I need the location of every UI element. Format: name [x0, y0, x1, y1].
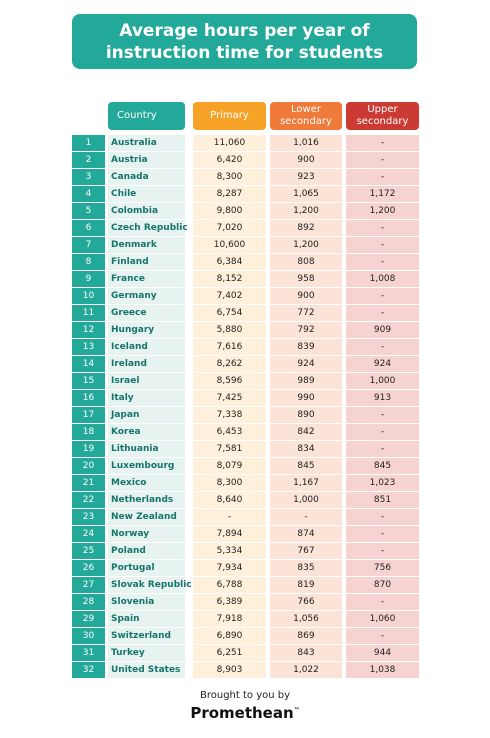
table-row [0, 322, 490, 339]
table-row [0, 152, 490, 169]
trademark-mark: ™ [293, 707, 300, 714]
row-lower-secondary: 766 [270, 594, 342, 610]
brand-logo: Promethean™ [190, 704, 300, 722]
row-number: 10 [72, 288, 105, 304]
row-number: 31 [72, 645, 105, 661]
row-upper-secondary: - [346, 594, 419, 610]
table-row [0, 645, 490, 662]
row-number: 30 [72, 628, 105, 644]
footer-tagline: Brought to you by [199, 690, 291, 701]
table-row [0, 441, 490, 458]
row-number: 12 [72, 322, 105, 338]
row-primary: 8,903 [193, 662, 266, 678]
table-row [0, 594, 490, 611]
row-country: Austria [108, 152, 185, 168]
row-lower-secondary: 900 [270, 288, 342, 304]
row-lower-secondary: 1,200 [270, 203, 342, 219]
row-number: 2 [72, 152, 105, 168]
table-row [0, 577, 490, 594]
table-row [0, 305, 490, 322]
row-primary: 6,788 [193, 577, 266, 593]
row-lower-secondary: 839 [270, 339, 342, 355]
row-number: 25 [72, 543, 105, 559]
row-primary: 7,020 [193, 220, 266, 236]
row-primary: 6,420 [193, 152, 266, 168]
row-primary: 5,334 [193, 543, 266, 559]
row-upper-secondary: - [346, 509, 419, 525]
row-country: New Zealand [108, 509, 185, 525]
row-number: 7 [72, 237, 105, 253]
row-number: 3 [72, 169, 105, 185]
row-upper-secondary: 1,200 [346, 203, 419, 219]
table-row [0, 475, 490, 492]
row-country: Australia [108, 135, 185, 151]
row-upper-secondary: - [346, 407, 419, 423]
row-lower-secondary: 869 [270, 628, 342, 644]
row-primary: 8,596 [193, 373, 266, 389]
row-primary: 7,338 [193, 407, 266, 423]
row-lower-secondary: - [270, 509, 342, 525]
row-lower-secondary: 890 [270, 407, 342, 423]
row-upper-secondary: - [346, 220, 419, 236]
row-lower-secondary: 835 [270, 560, 342, 576]
row-upper-secondary: 845 [346, 458, 419, 474]
row-lower-secondary: 819 [270, 577, 342, 593]
row-number: 22 [72, 492, 105, 508]
row-lower-secondary: 834 [270, 441, 342, 457]
table-row [0, 254, 490, 271]
row-number: 17 [72, 407, 105, 423]
table-row [0, 526, 490, 543]
row-upper-secondary: - [346, 543, 419, 559]
row-upper-secondary: 944 [346, 645, 419, 661]
row-upper-secondary: 1,038 [346, 662, 419, 678]
row-upper-secondary: 1,060 [346, 611, 419, 627]
row-primary: 9,800 [193, 203, 266, 219]
row-country: Turkey [108, 645, 185, 661]
row-lower-secondary: 1,000 [270, 492, 342, 508]
row-primary: 7,918 [193, 611, 266, 627]
header-upper-secondary: Upper secondary [346, 102, 419, 130]
row-lower-secondary: 808 [270, 254, 342, 270]
row-lower-secondary: 923 [270, 169, 342, 185]
table-row [0, 407, 490, 424]
row-upper-secondary: - [346, 288, 419, 304]
row-country: Hungary [108, 322, 185, 338]
row-primary: 7,581 [193, 441, 266, 457]
row-country: Canada [108, 169, 185, 185]
row-upper-secondary: 1,008 [346, 271, 419, 287]
row-primary: 7,425 [193, 390, 266, 406]
table-row [0, 288, 490, 305]
row-country: Chile [108, 186, 185, 202]
table-row [0, 543, 490, 560]
row-country: Greece [108, 305, 185, 321]
row-primary: 7,934 [193, 560, 266, 576]
row-upper-secondary: - [346, 254, 419, 270]
table-row [0, 220, 490, 237]
row-number: 4 [72, 186, 105, 202]
table-row [0, 186, 490, 203]
row-number: 8 [72, 254, 105, 270]
row-country: Lithuania [108, 441, 185, 457]
row-country: Iceland [108, 339, 185, 355]
row-country: Norway [108, 526, 185, 542]
row-upper-secondary: - [346, 628, 419, 644]
row-upper-secondary: - [346, 305, 419, 321]
row-upper-secondary: - [346, 169, 419, 185]
row-country: Denmark [108, 237, 185, 253]
row-lower-secondary: 843 [270, 645, 342, 661]
row-country: Slovenia [108, 594, 185, 610]
row-country: France [108, 271, 185, 287]
row-upper-secondary: 1,172 [346, 186, 419, 202]
row-upper-secondary: - [346, 424, 419, 440]
table-row [0, 458, 490, 475]
table-row [0, 628, 490, 645]
header-lower-secondary: Lower secondary [270, 102, 342, 130]
row-upper-secondary: - [346, 441, 419, 457]
header-country: Country [108, 102, 185, 130]
row-lower-secondary: 1,065 [270, 186, 342, 202]
row-primary: 10,600 [193, 237, 266, 253]
row-country: United States [108, 662, 185, 678]
row-number: 28 [72, 594, 105, 610]
row-primary: 8,079 [193, 458, 266, 474]
row-country: Spain [108, 611, 185, 627]
row-number: 11 [72, 305, 105, 321]
row-upper-secondary: 1,000 [346, 373, 419, 389]
row-primary: 11,060 [193, 135, 266, 151]
row-primary: 7,402 [193, 288, 266, 304]
row-primary: 7,616 [193, 339, 266, 355]
row-number: 29 [72, 611, 105, 627]
row-country: Poland [108, 543, 185, 559]
table-row [0, 662, 490, 679]
table-row [0, 339, 490, 356]
row-lower-secondary: 958 [270, 271, 342, 287]
row-number: 1 [72, 135, 105, 151]
row-lower-secondary: 924 [270, 356, 342, 372]
page-title: Average hours per year of instruction time for students [105, 20, 384, 63]
row-number: 32 [72, 662, 105, 678]
row-upper-secondary: 851 [346, 492, 419, 508]
row-lower-secondary: 1,167 [270, 475, 342, 491]
row-number: 5 [72, 203, 105, 219]
row-country: Finland [108, 254, 185, 270]
row-number: 26 [72, 560, 105, 576]
row-number: 9 [72, 271, 105, 287]
row-country: Switzerland [108, 628, 185, 644]
table-row [0, 373, 490, 390]
row-upper-secondary: 909 [346, 322, 419, 338]
row-primary: 6,384 [193, 254, 266, 270]
row-lower-secondary: 772 [270, 305, 342, 321]
title-banner [72, 14, 417, 69]
row-primary: 8,640 [193, 492, 266, 508]
row-lower-secondary: 1,016 [270, 135, 342, 151]
row-country: Portugal [108, 560, 185, 576]
row-upper-secondary: 924 [346, 356, 419, 372]
row-number: 18 [72, 424, 105, 440]
row-primary: 6,890 [193, 628, 266, 644]
row-lower-secondary: 989 [270, 373, 342, 389]
row-country: Slovak Republic [108, 577, 185, 593]
header-primary: Primary [193, 102, 266, 130]
row-lower-secondary: 767 [270, 543, 342, 559]
row-lower-secondary: 1,056 [270, 611, 342, 627]
table-row [0, 135, 490, 152]
row-number: 20 [72, 458, 105, 474]
row-number: 21 [72, 475, 105, 491]
row-upper-secondary: - [346, 339, 419, 355]
row-lower-secondary: 845 [270, 458, 342, 474]
row-primary: 5,880 [193, 322, 266, 338]
row-number: 16 [72, 390, 105, 406]
table-row [0, 271, 490, 288]
table-row [0, 356, 490, 373]
row-primary: 8,152 [193, 271, 266, 287]
table-row [0, 390, 490, 407]
row-primary: 7,894 [193, 526, 266, 542]
table-row [0, 237, 490, 254]
row-number: 23 [72, 509, 105, 525]
table-row [0, 169, 490, 186]
table-row [0, 560, 490, 577]
table-row [0, 492, 490, 509]
row-lower-secondary: 892 [270, 220, 342, 236]
row-number: 27 [72, 577, 105, 593]
row-primary: 8,287 [193, 186, 266, 202]
row-primary: 8,300 [193, 475, 266, 491]
row-upper-secondary: - [346, 526, 419, 542]
table-row [0, 611, 490, 628]
row-primary: - [193, 509, 266, 525]
row-upper-secondary: 870 [346, 577, 419, 593]
row-primary: 6,754 [193, 305, 266, 321]
table-row [0, 203, 490, 220]
row-country: Netherlands [108, 492, 185, 508]
row-primary: 6,251 [193, 645, 266, 661]
row-upper-secondary: 913 [346, 390, 419, 406]
row-country: Colombia [108, 203, 185, 219]
row-country: Italy [108, 390, 185, 406]
row-primary: 6,389 [193, 594, 266, 610]
row-upper-secondary: 1,023 [346, 475, 419, 491]
row-number: 13 [72, 339, 105, 355]
row-number: 14 [72, 356, 105, 372]
row-primary: 8,262 [193, 356, 266, 372]
row-country: Luxembourg [108, 458, 185, 474]
row-number: 19 [72, 441, 105, 457]
row-upper-secondary: - [346, 237, 419, 253]
row-lower-secondary: 874 [270, 526, 342, 542]
row-primary: 8,300 [193, 169, 266, 185]
row-country: Israel [108, 373, 185, 389]
row-number: 6 [72, 220, 105, 236]
row-lower-secondary: 990 [270, 390, 342, 406]
row-lower-secondary: 792 [270, 322, 342, 338]
table-row [0, 509, 490, 526]
row-country: Germany [108, 288, 185, 304]
row-country: Czech Republic [108, 220, 185, 236]
row-country: Mexico [108, 475, 185, 491]
row-lower-secondary: 842 [270, 424, 342, 440]
row-country: Japan [108, 407, 185, 423]
row-lower-secondary: 900 [270, 152, 342, 168]
row-lower-secondary: 1,022 [270, 662, 342, 678]
row-upper-secondary: - [346, 152, 419, 168]
row-country: Ireland [108, 356, 185, 372]
table-row [0, 424, 490, 441]
row-primary: 6,453 [193, 424, 266, 440]
row-number: 15 [72, 373, 105, 389]
row-upper-secondary: - [346, 135, 419, 151]
row-country: Korea [108, 424, 185, 440]
row-lower-secondary: 1,200 [270, 237, 342, 253]
row-upper-secondary: 756 [346, 560, 419, 576]
row-number: 24 [72, 526, 105, 542]
